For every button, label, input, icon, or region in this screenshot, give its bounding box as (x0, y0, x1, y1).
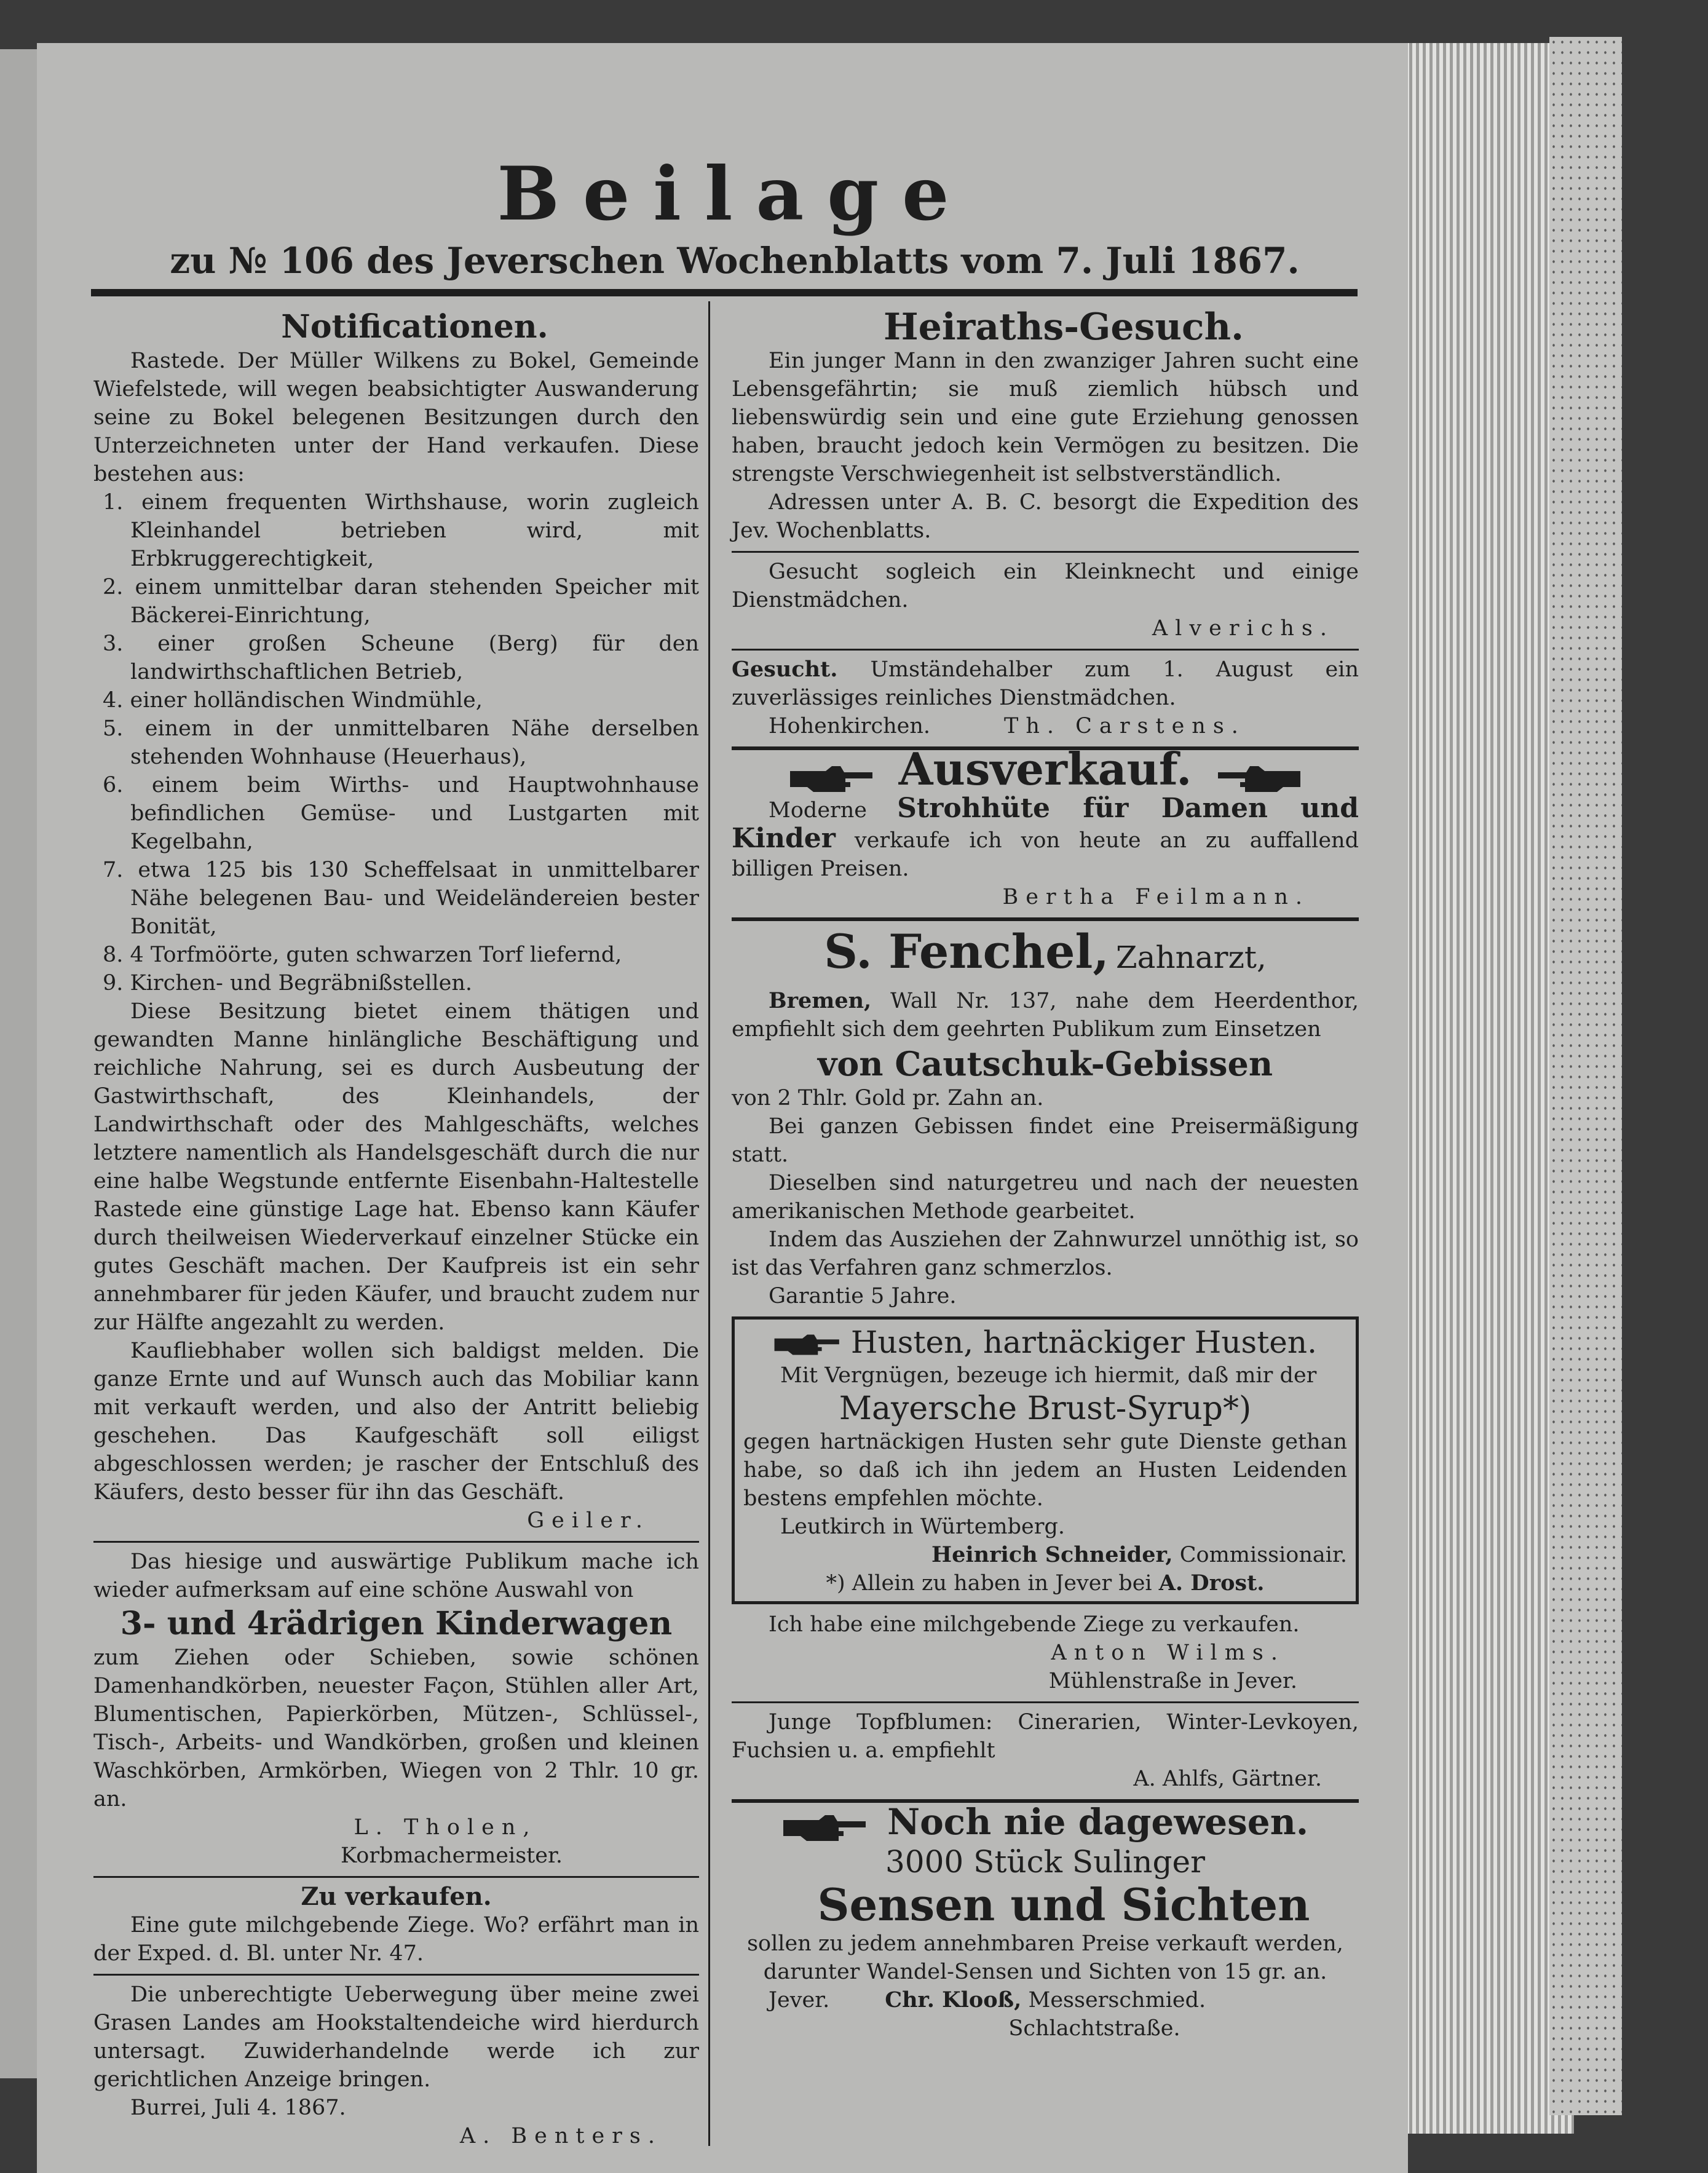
page-edges (1396, 43, 1574, 2134)
fenchel-heading: von Cautschuk-Gebissen (817, 1043, 1273, 1083)
heirat-address: Adressen unter A. B. C. besorgt die Expedition des Jev. Wochenblatts. (732, 490, 1359, 543)
pointing-hand-icon (1216, 764, 1302, 794)
sensen-street: Schlachtstraße. (1008, 2016, 1180, 2041)
kinderwagen-intro: Das hiesige und auswärtige Publikum mache ich wieder aufmerksam auf eine schöne Auswahl von (93, 1550, 699, 1602)
signature: A. Ahlfs, Gärtner. (1133, 1766, 1322, 1791)
notifications-list (93, 488, 699, 997)
kinderwagen-heading: 3- und 4rädrigen Kinderwagen (120, 1605, 673, 1642)
list-item: 7. etwa 125 bis 130 Scheffelsaat in unmittelbarer Nähe belegenen Bau- und Weideländereien bester Bonität, (103, 858, 699, 939)
ziege-address: Mühlenstraße in Jever. (1048, 1668, 1297, 1693)
signature-role: Messerschmied. (1028, 1988, 1206, 2013)
heirat-heading: Heiraths-Gesuch. (883, 306, 1244, 349)
divider (732, 1701, 1359, 1703)
list-item: 6. einem beim Wirths- und Hauptwohnhause befindlichen Gemüse- und Lustgarten mit Kegelbahn, (103, 773, 699, 854)
signature: Bertha Feilmann. (1002, 884, 1310, 909)
fenchel-text: Indem das Ausziehen der Zahnwurzel unnöthig ist, so ist das Verfahren ganz schmerzlos. (732, 1227, 1359, 1280)
notifications-intro: Rastede. Der Müller Wilkens zu Bokel, Gemeinde Wiefelstede, will wegen beabsichtigter Auswanderung seine zu Bokel belegenen Besitzungen durch den Unterzeichneten unter der Hand verkaufen. Diese bestehen aus: (93, 349, 699, 486)
left-column (93, 307, 699, 2150)
husten-place: Leutkirch in Würtemberg. (780, 1514, 1065, 1539)
signature: Alverichs. (1152, 616, 1334, 641)
header-rule (91, 289, 1358, 296)
sensen-subheading: 3000 Stück Sulinger (885, 1844, 1206, 1880)
husten-product: Mayersche Brust-Syrup*) (839, 1390, 1252, 1427)
signature: A. Benters. (459, 2124, 662, 2148)
sensen-product: Sensen und Sichten (817, 1878, 1310, 1931)
gesucht-body: Umständehalber zum 1. August ein zuverlässiges reinliches Dienstmädchen. (732, 657, 1359, 710)
fenchel-address (732, 987, 1359, 1043)
signature: Anton Wilms. (1051, 1640, 1285, 1665)
column-divider (708, 301, 710, 2146)
ueberwegung-place: Burrei, Juli 4. 1867. (130, 2096, 346, 2120)
ausverkauf-product: Strohhüte für Damen und Kinder (732, 792, 1359, 854)
topf-body: Junge Topfblumen: Cinerarien, Winter-Levkoyen, Fuchsien u. a. empfiehlt (732, 1709, 1359, 1763)
ausverkauf-header (732, 743, 1359, 795)
notifications-heading: Notificationen. (281, 308, 548, 346)
verkaufen-body: Eine gute milchgebende Ziege. Wo? erfährt man in der Exped. d. Bl. unter Nr. 47. (93, 1913, 699, 1966)
sensen-signature (732, 1986, 1359, 2014)
gesucht-place: Hohenkirchen. (769, 714, 931, 738)
heirat-body: Ein junger Mann in den zwanziger Jahren sucht eine Lebensgefährtin; sie muß ziemlich hübsch und liebenswürdig sein und eine gute Erziehung genossen haben, braucht jedoch kein Vermögen zu besitzen. Die strengste Verschwiegenheit ist selbstverständlich. (732, 349, 1359, 486)
verkaufen-heading: Zu verkaufen. (301, 1882, 492, 1911)
page-subtitle: zu № 106 des Jeverschen Wochenblatts vom 7. Juli 1867. (170, 240, 1300, 282)
ausverkauf-body (732, 794, 1359, 883)
page-title: Beilage (497, 151, 973, 237)
fenchel-price: von 2 Thlr. Gold pr. Zahn an. (732, 1085, 1044, 1110)
kinderwagen-body: zum Ziehen oder Schieben, sowie schönen Damenhandkörben, neuester Façon, Stühlen aller Art, Blumentischen, Papierkörben, Mützen-, Schlüssel-, Tisch-, Arbeits- und Wandkörben, großen und kleinen Waschkörben, Armkörben, Wiegen von 2 Thlr. 10 gr. an. (93, 1645, 699, 1811)
signature-role: Commissionair. (1179, 1542, 1347, 1567)
fenchel-header (732, 926, 1359, 987)
divider (732, 649, 1359, 651)
husten-heading: Husten, hartnäckiger Husten. (850, 1324, 1317, 1360)
fenchel-addr-text: Wall Nr. 137, nahe dem Heerdenthor, empfiehlt sich dem geehrten Publikum zum Einsetzen (732, 988, 1359, 1042)
ausverkauf-text: Moderne (769, 798, 868, 823)
husten-dealer: A. Drost. (1158, 1570, 1265, 1596)
gesucht-footer (732, 712, 1359, 740)
ausverkauf-heading: Ausverkauf. (898, 743, 1192, 795)
divider (732, 917, 1359, 921)
signature: L. Tholen, (354, 1815, 537, 1840)
signature: Geiler. (527, 1508, 650, 1533)
fenchel-city: Bremen, (769, 988, 872, 1013)
divider (93, 1541, 699, 1543)
left-page-edge (0, 49, 41, 2078)
notifications-body: Diese Besitzung bietet einem thätigen und gewandten Manne hinlängliche Beschäftigung und reichliche Nahrung, sei es durch Ausbeutung der Gastwirthschaft, des Kleinhandels, der Landwirthschaft oder des Mahlgeschäfts, welches letztere namentlich als Handelsgeschäft durch die nur eine halbe Wegstunde entfernte Eisenbahn-Haltestelle Rastede eine günstige Lage hat. Ebenso kann Käufer durch theilweisen Wiederverkauf einzelner Stücke ein gutes Geschäft machen. Der Kaufpreis ist ein sehr annehmbarer für jeden Käufer, und braucht zudem nur zur Hälfte angezahlt zu werden. (93, 999, 699, 1335)
divider (732, 551, 1359, 553)
list-item: 3. einer großen Scheune (Berg) für den landwirthschaftlichen Betrieb, (103, 631, 699, 684)
sensen-place: Jever. (769, 1988, 830, 2013)
sensen-body: sollen zu jedem annehmbaren Preise verkauft werden, darunter Wandel-Sensen und Sichten von 15 gr. an. (747, 1931, 1343, 1984)
fenchel-name: S. Fenchel, (824, 924, 1109, 979)
signature: Chr. Klooß, (885, 1987, 1022, 2013)
husten-note (743, 1569, 1347, 1597)
list-item: 1. einem frequenten Wirthshause, worin zugleich Kleinhandel betrieben wird, mit Erbkruggerechtigkeit, (103, 490, 699, 571)
ueberwegung-body: Die unberechtigte Ueberwegung über meine zwei Grasen Landes am Hookstaltendeiche wird hierdurch untersagt. Zuwiderhandelnde werde ich zur gerichtlichen Anzeige bringen. (93, 1982, 699, 2092)
list-item: 9. Kirchen- und Begräbnißstellen. (103, 971, 473, 995)
sensen-header (732, 1800, 1359, 1844)
husten-signature (743, 1541, 1347, 1569)
pointing-hand-icon (789, 764, 875, 794)
fenchel-text: Garantie 5 Jahre. (769, 1283, 957, 1308)
signature-role: Korbmachermeister. (341, 1843, 563, 1868)
list-item: 5. einem in der unmittelbaren Nähe derselben stehenden Wohnhause (Heuerhaus), (103, 716, 699, 769)
list-item: 4. einer holländischen Windmühle, (103, 688, 483, 713)
husten-note-text: *) Allein zu haben in Jever bei (826, 1570, 1152, 1596)
ziege-body: Ich habe eine milchgebende Ziege zu verkaufen. (769, 1612, 1300, 1637)
newspaper-page (37, 43, 1408, 2173)
right-column (732, 307, 1359, 2043)
husten-ad-box (732, 1316, 1359, 1604)
knecht-body: Gesucht sogleich ein Kleinknecht und einige Dienstmädchen. (732, 560, 1359, 612)
divider (93, 1876, 699, 1878)
book-cover (1549, 37, 1622, 2115)
husten-intro: Mit Vergnügen, bezeuge ich hiermit, daß mir der (780, 1363, 1317, 1388)
signature: Th. Carstens. (1004, 714, 1246, 738)
notifications-body: Kaufliebhaber wollen sich baldigst melden. Die ganze Ernte und auf Wunsch auch das Mobiliar kann mit verkauft werden, und also der Antritt beliebig geschehen. Das Kaufgeschäft soll eiligst abgeschlossen werden; je rascher der Entschluß des Käufers, desto besser für ihn das Geschäft. (93, 1339, 699, 1505)
ausverkauf-text: verkaufe ich von heute an zu auffallend billigen Preisen. (732, 828, 1359, 881)
list-item: 8. 4 Torfmöörte, guten schwarzen Torf liefernd, (103, 943, 622, 967)
fenchel-title: Zahnarzt, (1115, 939, 1267, 975)
gesucht-label: Gesucht. (732, 657, 838, 682)
signature: Heinrich Schneider, (931, 1542, 1173, 1567)
husten-header (743, 1323, 1347, 1361)
pointing-hand-icon (773, 1332, 841, 1357)
list-item: 2. einem unmittelbar daran stehenden Speicher mit Bäckerei-Einrichtung, (103, 575, 699, 628)
fenchel-text: Dieselben sind naturgetreu und nach der neuesten amerikanischen Methode gearbeitet. (732, 1170, 1359, 1224)
sensen-heading: Noch nie dagewesen. (887, 1800, 1309, 1843)
divider (93, 1974, 699, 1976)
fenchel-text: Bei ganzen Gebissen findet eine Preisermäßigung statt. (732, 1114, 1359, 1167)
husten-body: gegen hartnäckigen Husten sehr gute Dienste gethan habe, so daß ich ihn jedem an Husten Leidenden bestens empfehlen möchte. (743, 1429, 1347, 1511)
gesucht-ad (732, 655, 1359, 712)
pointing-hand-icon (782, 1813, 868, 1843)
